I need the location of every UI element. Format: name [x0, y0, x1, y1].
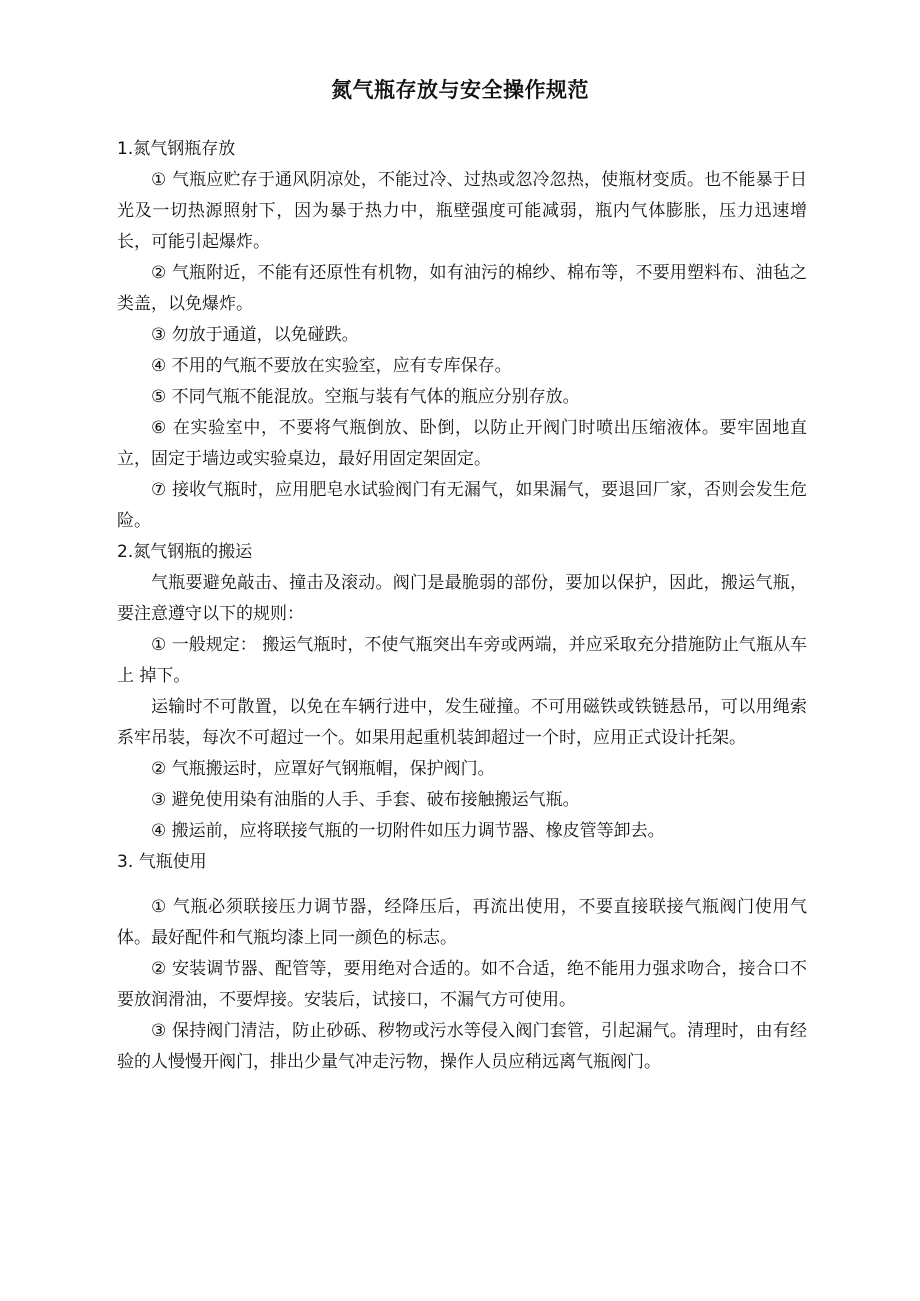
paragraph: ① 气瓶必须联接压力调节器，经降压后，再流出使用，不要直接联接气瓶阀门使用气体。最好配件和气瓶均漆上同一颜色的标志。: [117, 897, 807, 948]
paragraph: ③ 避免使用染有油脂的人手、手套、破布接触搬运气瓶。: [151, 790, 580, 810]
paragraph: ② 气瓶搬运时，应罩好气钢瓶帽，保护阀门。: [151, 759, 495, 779]
paragraph: ④ 搬运前，应将联接气瓶的一切附件如压力调节器、橡皮管等卸去。: [151, 821, 665, 841]
paragraph: ① 气瓶应贮存于通风阴凉处，不能过冷、过热或忽冷忽热，使瓶材变质。也不能暴于日光及一切热源照射下，因为暴于热力中，瓶壁强度可能减弱，瓶内气体膨胀，压力迅速增长，可能引起爆炸。: [117, 170, 807, 252]
document-body: [117, 134, 807, 1078]
section-heading-usage: 3. 气瓶使用: [117, 852, 207, 872]
section-heading-storage: 1.氮气钢瓶存放: [117, 139, 236, 159]
paragraph: ① 一般规定： 搬运气瓶时，不使气瓶突出车旁或两端，并应采取充分措施防止气瓶从车上 掉下。: [117, 635, 807, 686]
section-heading-transport: 2.氮气钢瓶的搬运: [117, 542, 253, 562]
paragraph: ④ 不用的气瓶不要放在实验室，应有专库保存。: [151, 356, 512, 376]
paragraph: ⑤ 不同气瓶不能混放。空瓶与装有气体的瓶应分别存放。: [151, 387, 580, 407]
paragraph: ② 气瓶附近，不能有还原性有机物，如有油污的棉纱、棉布等，不要用塑料布、油毡之类盖，以免爆炸。: [117, 263, 807, 314]
paragraph: 气瓶要避免敲击、撞击及滚动。阀门是最脆弱的部份，要加以保护，因此，搬运气瓶，要注意遵守以下的规则：: [117, 573, 807, 624]
paragraph: ② 安装调节器、配管等，要用绝对合适的。如不合适，绝不能用力强求吻合，接合口不要放润滑油，不要焊接。安装后，试接口，不漏气方可使用。: [117, 959, 807, 1010]
paragraph: 运输时不可散置，以免在车辆行进中，发生碰撞。不可用磁铁或铁链悬吊，可以用绳索系牢吊装，每次不可超过一个。如果用起重机装卸超过一个时，应用正式设计托架。: [117, 697, 807, 748]
paragraph: ⑥ 在实验室中，不要将气瓶倒放、卧倒，以防止开阀门时喷出压缩液体。要牢固地直立，固定于墙边或实验桌边，最好用固定架固定。: [117, 418, 807, 469]
paragraph: ③ 保持阀门清洁，防止砂砾、秽物或污水等侵入阀门套管，引起漏气。清理时，由有经验的人慢慢开阀门，排出少量气冲走污物，操作人员应稍远离气瓶阀门。: [117, 1021, 807, 1072]
document-title: 氮气瓶存放与安全操作规范: [331, 78, 589, 102]
paragraph: ⑦ 接收气瓶时，应用肥皂水试验阀门有无漏气，如果漏气，要退回厂家，否则会发生危险。: [117, 480, 807, 531]
paragraph: ③ 勿放于通道，以免碰跌。: [151, 325, 359, 345]
